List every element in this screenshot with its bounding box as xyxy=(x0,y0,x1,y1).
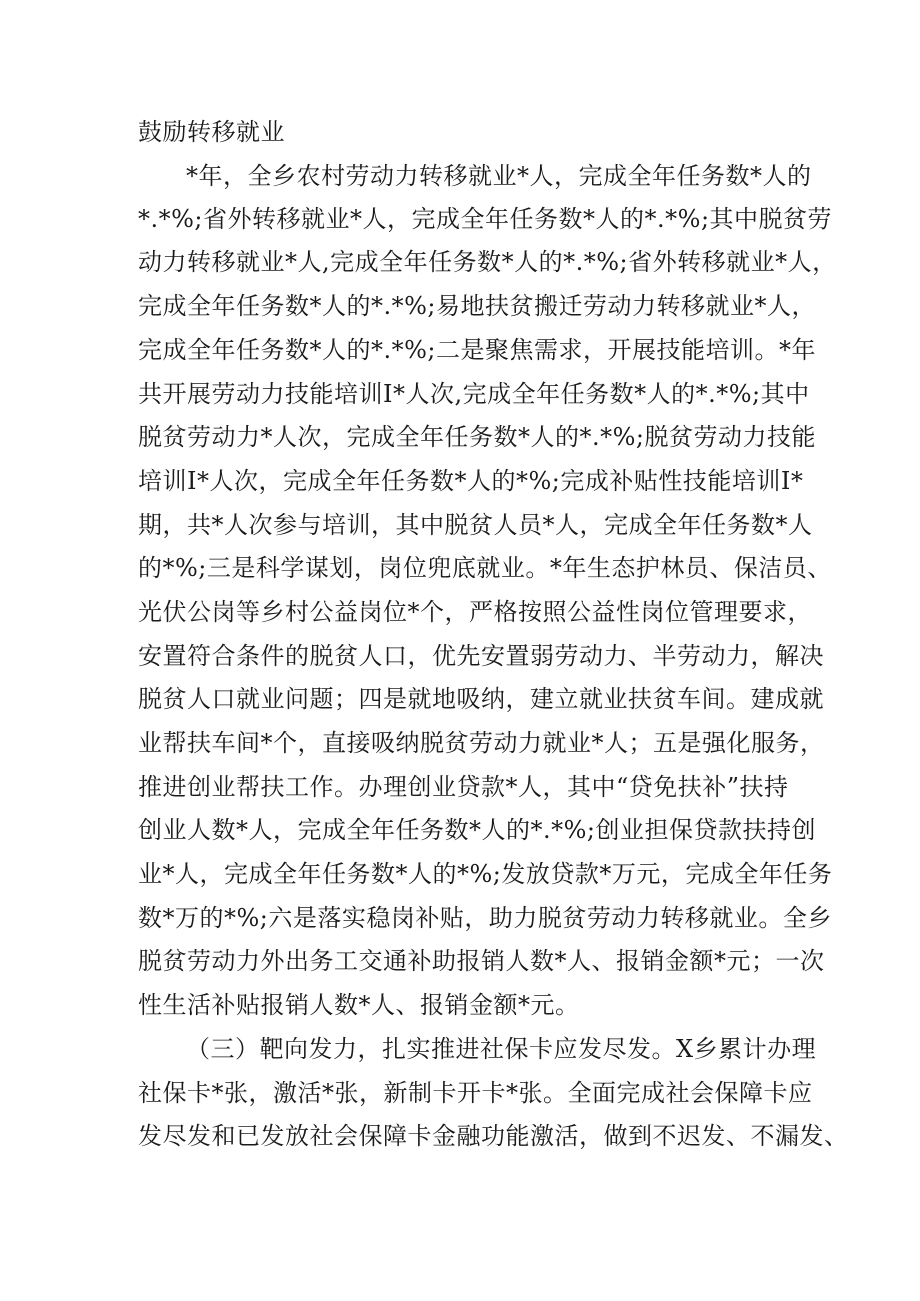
paragraph-line: 脱贫人口就业问题；四是就地吸纳，建立就业扶贫车间。建成就 xyxy=(138,685,824,713)
paragraph-line: 动力转移就业*人,完成全年任务数*人的*.*%;省外转移就业*人， xyxy=(138,248,837,276)
paragraph-line: 脱贫劳动力外出务工交通补助报销人数*人、报销金额*元；一次 xyxy=(138,947,825,975)
paragraph-line: 的*%;三是科学谋划，岗位兜底就业。*年生态护林员、保洁员、 xyxy=(138,554,832,582)
paragraph-line: 完成全年任务数*人的*.*%;二是聚焦需求，开展技能培训。*年 xyxy=(138,336,817,364)
paragraph-line: 期，共*人次参与培训，其中脱贫人员*人，完成全年任务数*人 xyxy=(138,511,813,539)
paragraph-line: *.*%;省外转移就业*人，完成全年任务数*人的*.*%;其中脱贫劳 xyxy=(138,205,833,233)
paragraph-line: 推进创业帮扶工作。办理创业贷款*人，其中“贷免扶补”扶持 xyxy=(138,773,789,801)
paragraph-line: 业帮扶车间*个，直接吸纳脱贫劳动力就业*人；五是强化服务， xyxy=(138,729,825,757)
paragraph-line: *年，全乡农村劳动力转移就业*人，完成全年任务数*人的 xyxy=(186,162,812,190)
paragraph-line: 光伏公岗等乡村公益岗位*个，严格按照公益性岗位管理要求， xyxy=(138,598,812,626)
paragraph-line: 完成全年任务数*人的*.*%;易地扶贫搬迁劳动力转移就业*人， xyxy=(138,292,817,320)
section-heading: 鼓励转移就业 xyxy=(138,118,285,146)
paragraph-line: 创业人数*人，完成全年任务数*人的*.*%;创业担保贷款扶持创 xyxy=(138,816,817,844)
paragraph-line: （三）靶向发力，扎实推进社保卡应发尽发。X乡累计办理 xyxy=(186,1035,817,1063)
paragraph-line: 数*万的*%;六是落实稳岗补贴，助力脱贫劳动力转移就业。全乡 xyxy=(138,904,832,932)
paragraph-line: 共开展劳动力技能培训I*人次,完成全年任务数*人的*.*%;其中 xyxy=(138,380,810,408)
paragraph-line: 社保卡*张，激活*张，新制卡开卡*张。全面完成社会保障卡应 xyxy=(138,1079,813,1107)
paragraph-line: 脱贫劳动力*人次，完成全年任务数*人的*.*%;脱贫劳动力技能 xyxy=(138,423,817,451)
paragraph-line: 发尽发和已发放社会保障卡金融功能激活，做到不迟发、不漏发、 xyxy=(138,1122,849,1150)
paragraph-line: 业*人，完成全年任务数*人的*%;发放贷款*万元，完成全年任务 xyxy=(138,860,833,888)
paragraph-line: 性生活补贴报销人数*人、报销金额*元。 xyxy=(138,991,580,1019)
paragraph-line: 安置符合条件的脱贫人口，优先安置弱劳动力、半劳动力，解决 xyxy=(138,642,824,670)
paragraph-line: 培训I*人次，完成全年任务数*人的*%;完成补贴性技能培训I* xyxy=(138,467,804,495)
